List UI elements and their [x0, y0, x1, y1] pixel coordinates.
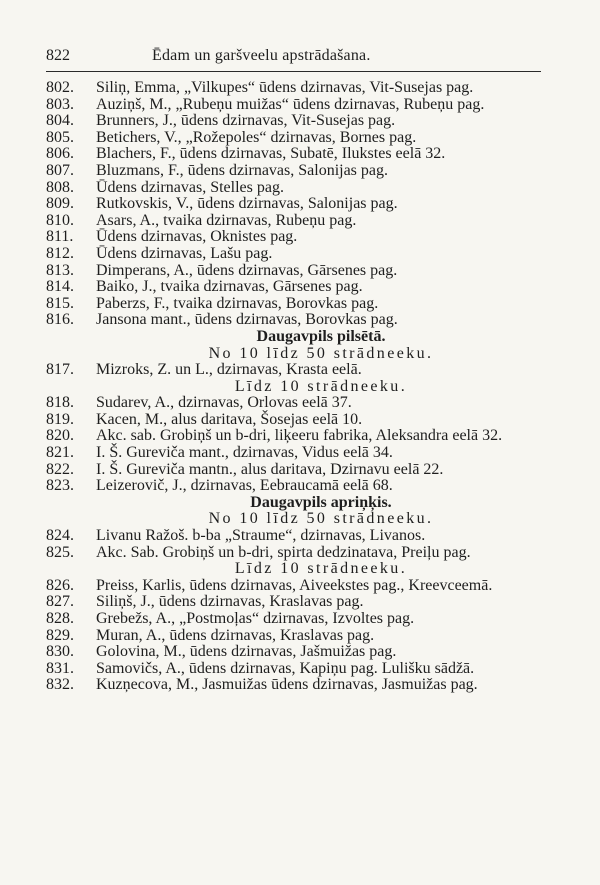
entry-number: 802.: [46, 79, 74, 96]
entry-text: Livanu Ražoš. b-ba „Straume“, dzirnavas, Livanos.: [96, 527, 426, 545]
entry-text: Samovičs, A., ūdens dzirnavas, Kapiņu pag. Lulišku sādžā.: [96, 659, 475, 677]
section-subheading: No 10 līdz 50 strādneeku.: [208, 510, 434, 528]
entry-number: 810.: [46, 211, 74, 229]
entry-number: 824.: [46, 527, 74, 545]
section-subheading: Līdz 10 strādneeku.: [234, 560, 408, 578]
list-item: [46, 163, 546, 180]
entry-number: 820.: [46, 427, 74, 445]
entry-number: 821.: [46, 444, 74, 462]
entry-number: 814.: [46, 278, 74, 296]
entry-number: 832.: [46, 676, 74, 694]
list-item: [46, 661, 546, 678]
entry-number: 830.: [46, 643, 74, 661]
entry-text: Brunners, J., ūdens dzirnavas, Vit-Susejas pag.: [96, 112, 396, 130]
section-heading: Daugavpils pilsētā.: [256, 327, 386, 345]
list-item: [46, 362, 546, 379]
entry-text: Blachers, F., ūdens dzirnavas, Subatē, Ilukstes eelā 32.: [96, 145, 446, 163]
list-item: [46, 113, 546, 130]
list-item: [46, 296, 546, 313]
entry-number: 818.: [46, 394, 74, 412]
entry-number: 825.: [46, 543, 74, 561]
list-item: [46, 428, 546, 445]
list-item: [46, 395, 546, 412]
entry-number: 806.: [46, 145, 74, 163]
entry-text: Betichers, V., „Rožepoles“ dzirnavas, Bornes pag.: [96, 128, 417, 146]
entry-text: Ūdens dzirnavas, Lašu pag.: [96, 244, 273, 262]
list-item: [46, 462, 546, 479]
entry-text: Preiss, Karlis, ūdens dzirnavas, Aiveekstes pag., Kreevceemā.: [96, 576, 493, 594]
list-item: [46, 478, 546, 495]
entry-number: 807.: [46, 161, 74, 179]
list-item: [46, 628, 546, 645]
entry-text: Bluzmans, F., ūdens dzirnavas, Salonijas pag.: [96, 161, 389, 179]
list-item: [46, 146, 546, 163]
entry-text: Ūdens dzirnavas, Oknistes pag.: [96, 228, 298, 246]
list-item: [46, 644, 546, 661]
entry-number: 822.: [46, 460, 74, 478]
entry-text: Auziņš, M., „Rubeņu muižas“ ūdens dzirnavas, Rubeņu pag.: [96, 95, 485, 113]
entry-text: Mizroks, Z. un L., dzirnavas, Krasta eelā.: [96, 361, 362, 379]
entry-text: Kacen, M., alus daritava, Šosejas eelā 10.: [96, 410, 363, 428]
list-item: [46, 594, 546, 611]
list-item: [46, 312, 546, 329]
entry-text: Jansona mant., ūdens dzirnavas, Borovkas pag.: [96, 311, 398, 329]
entry-text: Golovina, M., ūdens dzirnavas, Jašmuižas pag.: [96, 643, 397, 661]
entry-number: 813.: [46, 261, 74, 279]
entry-text: Baiko, J., tvaika dzirnavas, Gārsenes pag.: [96, 278, 363, 296]
list-item: [46, 528, 546, 545]
entry-number: 817.: [46, 361, 74, 379]
entry-text: Dimperans, A., ūdens dzirnavas, Gārsenes pag.: [96, 261, 398, 279]
entry-number: 805.: [46, 128, 74, 146]
entry-text: Ūdens dzirnavas, Stelles pag.: [96, 178, 284, 196]
section-subheading: Līdz 10 strādneeku.: [234, 377, 408, 395]
entry-number: 804.: [46, 112, 74, 130]
entry-number: 827.: [46, 593, 74, 611]
entry-text: Sudarev, A., dzirnavas, Orlovas eelā 37.: [96, 394, 352, 412]
list-item: [46, 130, 546, 147]
entry-number: 819.: [46, 410, 74, 428]
list-item: [46, 246, 546, 263]
list-item: [46, 677, 546, 694]
entry-text: Grebežs, A., „Postmoļas“ dzirnavas, Izvoltes pag.: [96, 610, 415, 627]
entry-number: 831.: [46, 659, 74, 677]
page-number: 822: [46, 47, 70, 64]
list-item: [46, 279, 546, 296]
list-item: [46, 578, 546, 595]
entry-number: 823.: [46, 477, 74, 495]
list-item: [46, 213, 546, 230]
entry-number: 803.: [46, 95, 74, 113]
list-item: [46, 196, 546, 213]
entry-number: 826.: [46, 576, 74, 594]
entry-number: 815.: [46, 294, 74, 312]
entry-text: Siliņ, Emma, „Vilkupes“ ūdens dzirnavas, Vit-Susejas pag.: [96, 79, 474, 96]
running-title: Ēdam un garšveelu apstrādašana.: [152, 47, 371, 64]
entry-text: Rutkovskis, V., ūdens dzirnavas, Salonijas pag.: [96, 195, 398, 213]
list-item: [46, 263, 546, 280]
entry-number: 828.: [46, 610, 74, 627]
entry-number: 816.: [46, 311, 74, 329]
entry-text: I. Š. Gurevičа mantn., alus daritava, Dzirnavu eelā 22.: [96, 460, 444, 478]
entry-text: Paberzs, F., tvaika dzirnavas, Borovkas pag.: [96, 294, 379, 312]
entry-number: 808.: [46, 178, 74, 196]
entry-number: 809.: [46, 195, 74, 213]
entry-number: 812.: [46, 244, 74, 262]
entry-text: Asars, A., tvaika dzirnavas, Rubeņu pag.: [96, 211, 357, 229]
entry-text: Siliņš, J., ūdens dzirnavas, Kraslavas pag.: [96, 593, 364, 611]
entry-list: [46, 80, 546, 694]
entry-number: 829.: [46, 626, 74, 644]
entry-text: Muran, A., ūdens dzirnavas, Kraslavas pag.: [96, 626, 375, 644]
list-item: [46, 545, 546, 562]
list-item: [46, 445, 546, 462]
list-item: [46, 611, 546, 628]
entry-text: Leizerovič, J., dzirnavas, Eebraucamā eelā 68.: [96, 477, 393, 495]
list-item: [46, 97, 546, 114]
list-item: [46, 80, 546, 97]
list-item: [46, 180, 546, 197]
page-header: [46, 47, 541, 72]
list-item: [46, 229, 546, 246]
entry-text: Akc. Sab. Grobiņš un b-dri, spirta dedzinatava, Preiļu pag.: [96, 543, 471, 561]
entry-text: I. Š. Gurevičа mant., dzirnavas, Vidus eelā 34.: [96, 444, 393, 462]
section-heading: Daugavpils apriņķis.: [250, 493, 392, 511]
entry-number: 811.: [46, 228, 74, 246]
section-subheading: No 10 līdz 50 strādneeku.: [208, 344, 434, 362]
list-item: [46, 412, 546, 429]
entry-text: Kuzņecova, M., Jasmuižas ūdens dzirnavas, Jasmuižas pag.: [96, 676, 478, 694]
entry-text: Akc. sab. Grobiņš un b-dri, liķeeru fabrika, Aleksandra eelā 32.: [96, 427, 503, 445]
